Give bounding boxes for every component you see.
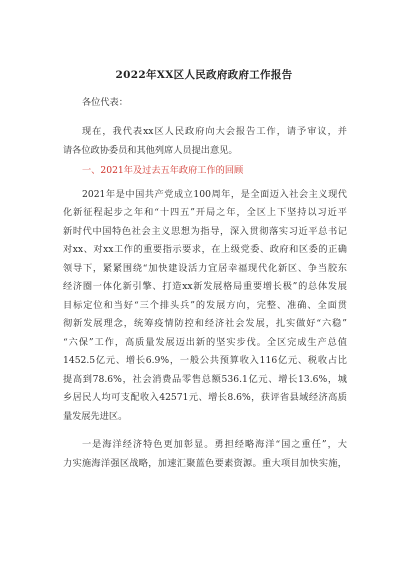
paragraph-line: 一是海洋经济特色更加彰显。勇担经略海洋“国之重任”，大 [82, 439, 347, 450]
paragraph-line: 力实施海洋强区战略，加速汇聚蓝色要素资源。重大项目加快实施， [63, 458, 347, 469]
paragraph-line: 2021年是中国共产党成立100周年，是全面迈入社会主义现代 [82, 189, 347, 200]
paragraph-line: 化新征程起步之年和“十四五”开局之年，全区上下坚持以习近平 [63, 207, 347, 218]
paragraph-line: 新时代中国特色社会主义思想为指导，深入贯彻落实习近平总书记 [63, 226, 347, 237]
section-heading: 一、2021年及过去五年政府工作的回顾 [82, 165, 244, 176]
paragraph-line: 目标定位和当好“三个排头兵”的发展方向，完整、准确、全面贯 [63, 300, 347, 311]
intro-line: 请各位政协委员和其他列席人员提出意见。 [63, 145, 238, 156]
paragraph-line: “六保”工作，高质量发展迈出新的坚实步伐。全区完成生产总值 [63, 337, 347, 348]
salutation: 各位代表： [82, 97, 128, 108]
paragraph-line: 领导下，紧紧围绕“加快建设活力宜居幸福现代化新区、争当胶东 [63, 263, 347, 274]
paragraph-line: 经济圈一体化新引擎、打造xx新发展格局重要增长极”的总体发展 [63, 281, 347, 292]
paragraph-line: 量发展先进区。 [63, 411, 128, 422]
paragraph-line: 提高到78.6%，社会消费品零售总额536.1亿元、增长13.6%，城 [63, 374, 347, 385]
paragraph-line: 1452.5亿元、增长6.9%，一般公共预算收入116亿元、税收占比 [63, 355, 347, 366]
paragraph-line: 对xx、对xx工作的重要指示要求，在上级党委、政府和区委的正确 [63, 244, 347, 255]
paragraph-line: 乡居民人均可支配收入42571元、增长8.6%，获评省县域经济高质 [63, 392, 347, 403]
document-title: 2022年XX区人民政府政府工作报告 [115, 69, 293, 81]
paragraph-line: 彻新发展理念，统筹疫情防控和经济社会发展，扎实做好“六稳” [63, 318, 347, 329]
intro-line: 现在，我代表xx区人民政府向大会报告工作，请予审议，并 [82, 126, 347, 137]
